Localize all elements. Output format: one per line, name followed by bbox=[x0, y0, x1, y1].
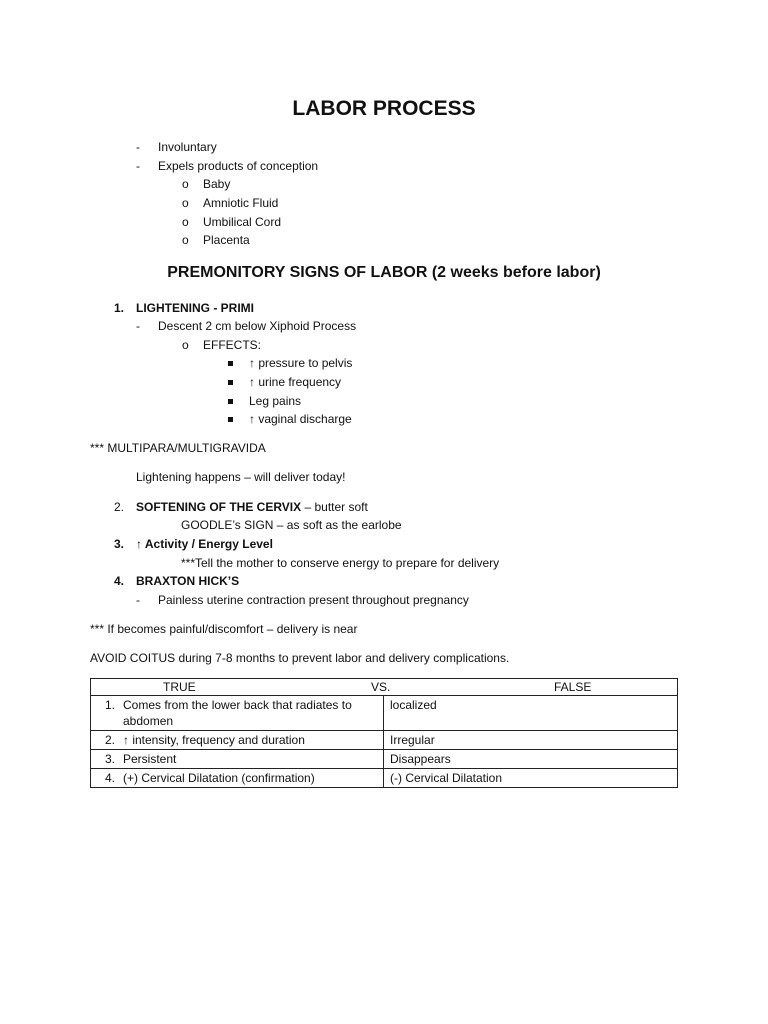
table-cell: Disappears bbox=[384, 750, 678, 769]
list-item: Placenta bbox=[203, 233, 250, 247]
note-text: *** If becomes painful/discomfort – delivery is near bbox=[90, 622, 358, 636]
section-heading: ↑ Activity / Energy Level bbox=[136, 537, 273, 551]
dash-bullet: - bbox=[136, 319, 140, 333]
list-number: 1. bbox=[114, 301, 125, 315]
table-cell: (-) Cervical Dilatation bbox=[384, 769, 678, 788]
section-heading: LIGHTENING - PRIMI bbox=[136, 301, 254, 315]
list-item: EFFECTS: bbox=[203, 338, 262, 352]
list-item: Umbilical Cord bbox=[203, 215, 282, 229]
paragraph: GOODLE’s SIGN – as soft as the earlobe bbox=[181, 518, 402, 532]
square-bullet-icon bbox=[228, 393, 233, 409]
page-title: LABOR PROCESS bbox=[292, 97, 476, 120]
table-row bbox=[91, 769, 678, 788]
circle-bullet: o bbox=[182, 196, 189, 210]
square-bullet-icon bbox=[228, 355, 233, 371]
note-text: AVOID COITUS during 7-8 months to prevent labor and delivery complications. bbox=[90, 651, 510, 665]
header-vs: VS. bbox=[371, 680, 391, 694]
table-row bbox=[91, 750, 678, 769]
list-item: ↑ urine frequency bbox=[249, 375, 342, 389]
list-item: Baby bbox=[203, 177, 231, 191]
circle-bullet: o bbox=[182, 177, 189, 191]
list-item: ↑ pressure to pelvis bbox=[249, 356, 353, 370]
section-title: PREMONITORY SIGNS OF LABOR (2 weeks before labor) bbox=[167, 264, 601, 281]
list-item: Involuntary bbox=[158, 140, 217, 154]
list-item: Descent 2 cm below Xiphoid Process bbox=[158, 319, 357, 333]
table-cell: localized bbox=[384, 696, 678, 731]
paragraph: Lightening happens – will deliver today! bbox=[136, 470, 346, 484]
paragraph: ***Tell the mother to conserve energy to prepare for delivery bbox=[181, 556, 500, 570]
table-header-row bbox=[91, 679, 678, 696]
circle-bullet: o bbox=[182, 233, 189, 247]
list-number: 4. bbox=[114, 574, 125, 588]
list-item: Expels products of conception bbox=[158, 159, 319, 173]
dash-bullet: - bbox=[136, 593, 140, 607]
list-item: Leg pains bbox=[249, 394, 302, 408]
table-cell: 2. ↑ intensity, frequency and duration bbox=[91, 731, 384, 750]
list-number: 3. bbox=[114, 537, 125, 551]
table-cell: 3. Persistent bbox=[91, 750, 384, 769]
dash-bullet: - bbox=[136, 140, 140, 154]
circle-bullet: o bbox=[182, 338, 189, 352]
list-item: ↑ vaginal discharge bbox=[249, 412, 352, 426]
square-bullet-icon bbox=[228, 411, 233, 427]
header-true: TRUE bbox=[163, 680, 196, 694]
dash-bullet: - bbox=[136, 159, 140, 173]
list-number: 2. bbox=[114, 500, 125, 514]
circle-bullet: o bbox=[182, 215, 189, 229]
section-heading: SOFTENING OF THE CERVIX – butter soft bbox=[136, 500, 368, 514]
table-row bbox=[91, 731, 678, 750]
table-cell: 1. Comes from the lower back that radiates to abdomen bbox=[91, 696, 384, 731]
note-text: *** MULTIPARA/MULTIGRAVIDA bbox=[90, 441, 266, 455]
section-heading: BRAXTON HICK’S bbox=[136, 574, 240, 588]
table-cell: Irregular bbox=[384, 731, 678, 750]
list-item: Painless uterine contraction present throughout pregnancy bbox=[158, 593, 469, 607]
list-item: Amniotic Fluid bbox=[203, 196, 279, 210]
table-cell: 4. (+) Cervical Dilatation (confirmation) bbox=[91, 769, 384, 788]
square-bullet-icon bbox=[228, 374, 233, 390]
header-false: FALSE bbox=[554, 680, 592, 694]
table-row bbox=[91, 696, 678, 731]
table-header-cell bbox=[91, 679, 678, 696]
comparison-table bbox=[90, 678, 678, 788]
